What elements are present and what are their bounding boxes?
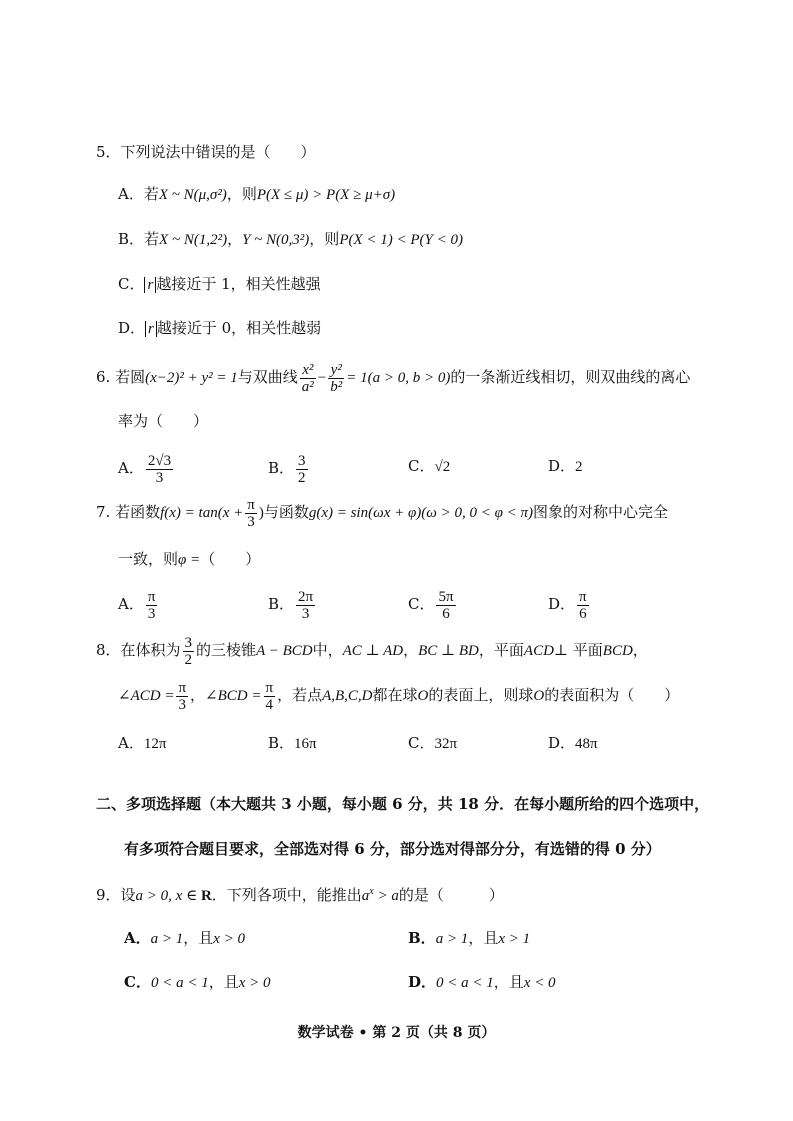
q7-option-b: [268, 584, 317, 624]
fraction: [146, 589, 158, 622]
fraction: [245, 497, 257, 530]
fraction-numerator: π: [178, 679, 187, 696]
fraction: [436, 589, 455, 622]
stem-text: 的一条渐近线相切，则双曲线的离心: [450, 368, 691, 386]
stem-text: 一致，则: [118, 550, 179, 568]
option-label: B．: [268, 595, 295, 613]
stem-text: 8．在体积为: [96, 641, 181, 659]
stem-text: 与双曲线: [237, 368, 298, 386]
fraction-denominator: 4: [265, 696, 274, 713]
stem-text: ，平面: [478, 641, 524, 659]
fraction-denominator: 3: [247, 513, 255, 530]
q6-option-b: [268, 448, 310, 488]
option-math: 0 < a < 1: [436, 975, 494, 991]
q5-option-d: [118, 318, 321, 339]
option-text: 越接近于 0，相关性越弱: [156, 319, 322, 337]
fraction-numerator: y²: [328, 362, 344, 379]
fraction-numerator: x²: [300, 362, 316, 379]
option-label: C．: [118, 275, 145, 293]
stem-text: （ ）: [200, 550, 261, 568]
option-math: 12π: [143, 736, 167, 752]
fraction-numerator: 2√3: [147, 452, 172, 469]
q9-option-a: [124, 928, 245, 949]
stem-text: ，: [403, 641, 419, 659]
stem-text: ．下列各项中，能推出: [211, 886, 362, 904]
q6-stem-line1: [96, 357, 690, 397]
q6-option-a: [118, 448, 175, 488]
option-math: x > 0: [213, 931, 246, 947]
q7-option-c: [408, 584, 458, 624]
q8-stem-line1: [96, 630, 648, 670]
stem-math: BC ⊥ BD: [418, 643, 479, 659]
option-label: B．: [118, 230, 145, 248]
option-math: x > 1: [498, 931, 531, 947]
option-text: 若: [143, 185, 159, 203]
stem-math: g(x) = sin(ωx + φ)(ω > 0, 0 < φ < π): [308, 505, 534, 521]
option-text: ，则: [226, 185, 257, 203]
q7-stem-line2: [118, 549, 260, 570]
stem-math: (x +: [217, 505, 244, 521]
option-math: Y ~ N(0,3²): [242, 232, 310, 248]
fraction: [300, 362, 316, 395]
fraction-denominator: 2: [184, 651, 193, 668]
stem-math: AC ⊥ AD: [342, 643, 404, 659]
minus-sign: −: [317, 370, 327, 386]
q5-option-c: [118, 274, 321, 295]
fraction: [176, 680, 188, 713]
option-text: ，则: [309, 230, 340, 248]
option-label: D．: [548, 595, 576, 613]
stem-math: > a: [373, 888, 399, 904]
q6-option-d: [548, 456, 583, 477]
fraction-numerator: π: [247, 496, 255, 513]
option-label: D．: [548, 457, 576, 475]
option-math: a > 1: [150, 931, 184, 947]
fraction-numerator: 2π: [298, 588, 314, 605]
q9-stem: [96, 882, 504, 906]
fraction-numerator: 3: [184, 634, 193, 651]
fraction-denominator: 2: [298, 469, 306, 486]
q8-option-d: [548, 733, 598, 754]
stem-text: 都在球: [372, 686, 418, 704]
q5-stem: 5．下列说法中错误的是（ ）: [96, 143, 316, 161]
stem-text: 的表面积为（ ）: [544, 686, 680, 704]
stem-text: 与函数: [263, 503, 309, 521]
q6-stem-line2: 率为（ ）: [118, 412, 209, 430]
stem-text: ，: [632, 641, 648, 659]
option-label: C．: [408, 734, 435, 752]
q6-option-c: [408, 456, 450, 477]
option-label: A．: [124, 929, 151, 947]
stem-text: 9．设: [96, 886, 136, 904]
q8-option-c: [408, 733, 457, 754]
option-label: B．: [408, 929, 436, 947]
q7-option-a: [118, 584, 159, 624]
option-math: a > 1: [435, 931, 469, 947]
fraction-numerator: π: [147, 588, 156, 605]
option-math: 16π: [294, 736, 317, 752]
option-math: 32π: [434, 736, 458, 752]
q7-stem-line1: [96, 492, 668, 532]
option-label: D．: [408, 973, 437, 991]
stem-math: (x−2)² + y² = 1: [145, 370, 238, 386]
stem-text: 的三棱锥: [196, 641, 257, 659]
abs-r: r: [145, 321, 157, 337]
option-math: P(X ≤ μ) > P(X ≥ μ+σ): [256, 187, 396, 203]
abs-r: r: [144, 277, 156, 293]
stem-math: f(x) = tan: [160, 505, 218, 521]
section-instructions: 有多项符合题目要求，全部选对得 6 分，部分选对得部分分，有选错的得 0 分）: [124, 840, 661, 858]
stem-math: O: [533, 688, 545, 704]
stem-math: ): [258, 505, 264, 521]
option-math: 0 < a < 1: [150, 975, 209, 991]
real-numbers-symbol: R: [200, 888, 212, 904]
option-text: 越接近于 1，相关性越强: [156, 275, 321, 293]
stem-text: 的表面上，则球: [428, 686, 534, 704]
stem-text: 7. 若函数: [96, 503, 161, 521]
stem-text: 的是（ ）: [398, 886, 504, 904]
option-text: ，且: [183, 929, 214, 947]
fraction-denominator: 3: [155, 469, 164, 486]
fraction-numerator: π: [265, 679, 274, 696]
fraction: [577, 589, 589, 622]
stem-math: a: [361, 888, 370, 904]
stem-text: ⊥ 平面: [553, 641, 603, 659]
q8-option-a: [118, 733, 166, 754]
option-label: C．: [124, 973, 151, 991]
fraction: [328, 362, 344, 395]
option-text: ，且: [468, 929, 499, 947]
fraction-denominator: 6: [442, 605, 450, 622]
page-footer: 数学试卷 • 第 2 页（共 8 页）: [297, 1025, 496, 1041]
stem-math: O: [417, 688, 429, 704]
option-text: ，且: [493, 973, 524, 991]
stem-math: ACD: [523, 643, 554, 659]
option-label: D．: [548, 734, 576, 752]
option-math: x < 0: [523, 975, 556, 991]
q7-option-d: [548, 584, 591, 624]
fraction-denominator: a²: [301, 378, 314, 395]
option-label: A．: [118, 595, 144, 613]
option-math: 48π: [575, 736, 598, 752]
option-text: ，: [227, 230, 243, 248]
option-label: B．: [268, 734, 295, 752]
q5-option-a: [118, 184, 395, 205]
stem-math: φ =: [178, 552, 201, 568]
option-math: x > 0: [238, 975, 271, 991]
option-label: A．: [118, 185, 144, 203]
option-math: P(X < 1) < P(Y < 0): [339, 232, 463, 248]
stem-math: ∠ACD =: [118, 688, 175, 704]
q8-stem-line2: [118, 675, 679, 715]
section-heading: 二、多项选择题（本大题共 3 小题，每小题 6 分，共 18 分．在每小题所给的四个选项中，: [96, 795, 710, 813]
stem-text: 6. 若圆: [96, 368, 146, 386]
option-label: B．: [268, 459, 295, 477]
q8-option-b: [268, 733, 317, 754]
fraction-denominator: 6: [579, 605, 587, 622]
stem-text: 中，: [312, 641, 343, 659]
option-label: A．: [118, 459, 144, 477]
option-label: C．: [408, 457, 435, 475]
stem-text: ，若点: [277, 686, 323, 704]
option-label: D．: [118, 319, 146, 337]
fraction-denominator: 3: [301, 605, 310, 622]
fraction-numerator: 5π: [438, 588, 454, 605]
q9-option-b: [408, 928, 530, 949]
stem-math: = 1(a > 0, b > 0): [346, 370, 451, 386]
stem-math: BCD: [602, 643, 633, 659]
option-math: X ~ N(1,2²): [159, 232, 228, 248]
q5-option-b: [118, 229, 463, 250]
option-math: 2: [575, 459, 583, 475]
fraction-numerator: 3: [298, 452, 306, 469]
fraction: [296, 453, 308, 486]
fraction: [146, 453, 173, 486]
stem-math: A − BCD: [256, 643, 313, 659]
stem-math: A,B,C,D: [322, 688, 373, 704]
option-text: ，且: [208, 973, 239, 991]
fraction-denominator: b²: [330, 378, 343, 395]
option-text: 若: [144, 230, 160, 248]
option-label: C．: [408, 595, 435, 613]
stem-math: ∠BCD =: [205, 688, 262, 704]
fraction-denominator: 3: [147, 605, 156, 622]
q9-option-c: [124, 972, 271, 993]
fraction: [264, 680, 276, 713]
q9-option-d: [408, 972, 556, 993]
option-math: X ~ N(μ,σ²): [158, 187, 227, 203]
fraction-numerator: π: [579, 588, 587, 605]
stem-text: 图象的对称中心完全: [533, 503, 669, 521]
fraction: [183, 635, 195, 668]
fraction: [296, 589, 315, 622]
option-label: A．: [118, 734, 144, 752]
option-math: √2: [434, 459, 451, 475]
stem-math: a > 0, x ∈: [135, 888, 201, 904]
exponent: x: [369, 886, 374, 897]
stem-text: ，: [190, 686, 206, 704]
fraction-denominator: 3: [178, 696, 186, 713]
